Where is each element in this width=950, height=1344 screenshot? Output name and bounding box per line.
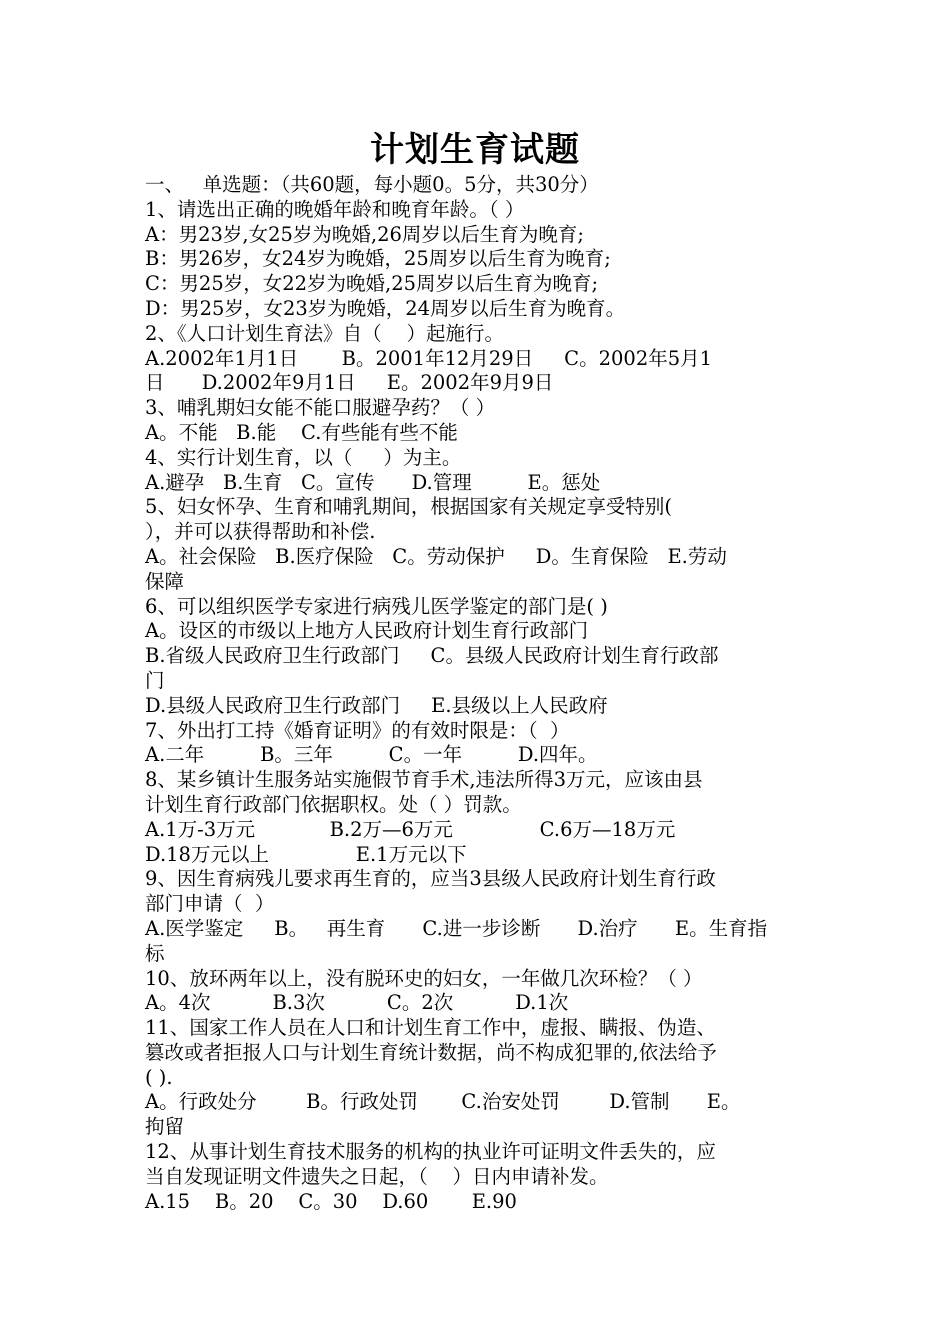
document-body <box>145 173 825 1214</box>
question-8-cont: 计划生育行政部门依据职权。处（ ）罚款。 <box>145 792 522 816</box>
question-11-options: A。行政处分 B。行政处罚 C.治安处罚 D.管制 E。 <box>145 1090 741 1114</box>
question-3: 3、哺乳期妇女能不能口服避孕药？（ ） <box>145 396 496 420</box>
question-1-option-b: B：男26岁，女24岁为晚婚，25周岁以后生育为晚育; <box>145 247 611 271</box>
question-5: 5、妇女怀孕、生育和哺乳期间，根据国家有关规定享受特别( <box>145 495 673 519</box>
question-2-options-cont: 日 D.2002年9月1日 E。2002年9月9日 <box>145 371 554 395</box>
question-1-option-d: D：男25岁，女23岁为晚婚，24周岁以后生育为晚育。 <box>145 296 626 320</box>
question-11-cont: 篡改或者拒报人口与计划生育统计数据，尚不构成犯罪的,依法给予 <box>145 1040 717 1064</box>
question-4-options: A.避孕 B.生育 C。宣传 D.管理 E。惩处 <box>145 470 601 494</box>
question-9: 9、因生育病残儿要求再生育的，应当3县级人民政府计划生育行政 <box>145 867 716 891</box>
document-title: 计划生育试题 <box>370 130 580 170</box>
question-12-options: A.15 B。20 C。30 D.60 E.90 <box>145 1189 517 1213</box>
section-heading: 一、 单选题：（共60题，每小题0。5分，共30分） <box>145 173 599 196</box>
question-8: 8、某乡镇计生服务站实施假节育手术,违法所得3万元，应该由县 <box>145 768 703 792</box>
question-11-cont-2: ( ). <box>145 1065 173 1089</box>
question-11-options-cont: 拘留 <box>145 1115 185 1139</box>
question-12-cont: 当自发现证明文件遗失之日起，（ ）日内申请补发。 <box>145 1164 609 1188</box>
question-7-options: A.二年 B。三年 C。一年 D.四年。 <box>145 743 598 767</box>
question-9-cont: 部门申请（ ） <box>145 892 275 916</box>
question-1: 1、请选出正确的晚婚年龄和晚育年龄。（ ） <box>145 197 525 221</box>
question-12: 12、从事计划生育技术服务的机构的执业许可证明文件丢失的，应 <box>145 1140 716 1164</box>
question-11: 11、国家工作人员在人口和计划生育工作中，虚报、瞒报、伪造、 <box>145 1016 716 1040</box>
question-2: 2、《人口计划生育法》自（ ）起施行。 <box>145 321 504 345</box>
question-5-options-cont: 保障 <box>145 569 185 593</box>
question-10: 10、放环两年以上，没有脱环史的妇女，一年做几次环检？（ ） <box>145 966 703 990</box>
question-8-options: A.1万-3万元 B.2万—6万元 C.6万—18万元 <box>145 817 676 841</box>
question-6-options-de: D.县级人民政府卫生行政部门 E.县级以上人民政府 <box>145 693 608 717</box>
question-1-option-a: A：男23岁,女25岁为晚婚,26周岁以后生育为晚育; <box>145 222 584 246</box>
question-9-options-cont: 标 <box>145 941 165 965</box>
question-6: 6、可以组织医学专家进行病残儿医学鉴定的部门是( ) <box>145 594 608 618</box>
question-3-options: A。不能 B.能 C.有些能有些不能 <box>145 420 458 444</box>
question-4: 4、实行计划生育，以（ ）为主。 <box>145 445 462 469</box>
question-6-options-bc: B.省级人民政府卫生行政部门 C。县级人民政府计划生育行政部 <box>145 644 719 668</box>
question-6-options-bc-cont: 门 <box>145 668 165 692</box>
question-10-options: A。4次 B.3次 C。2次 D.1次 <box>145 991 569 1015</box>
question-5-options: A。社会保险 B.医疗保险 C。劳动保护 D。生育保险 E.劳动 <box>145 544 727 568</box>
question-7: 7、外出打工持《婚育证明》的有效时限是：（ ） <box>145 718 570 742</box>
question-5-cont: ），并可以获得帮助和补偿. <box>145 520 376 544</box>
question-6-option-a: A。设区的市级以上地方人民政府计划生育行政部门 <box>145 619 589 643</box>
question-8-options-cont: D.18万元以上 E.1万元以下 <box>145 842 467 866</box>
question-9-options: A.医学鉴定 B。 再生育 C.进一步诊断 D.治疗 E。生育指 <box>145 916 768 940</box>
question-2-options: A.2002年1月1日 B。2001年12月29日 C。2002年5月1 <box>145 346 713 370</box>
question-1-option-c: C：男25岁，女22岁为晚婚,25周岁以后生育为晚育; <box>145 272 599 296</box>
